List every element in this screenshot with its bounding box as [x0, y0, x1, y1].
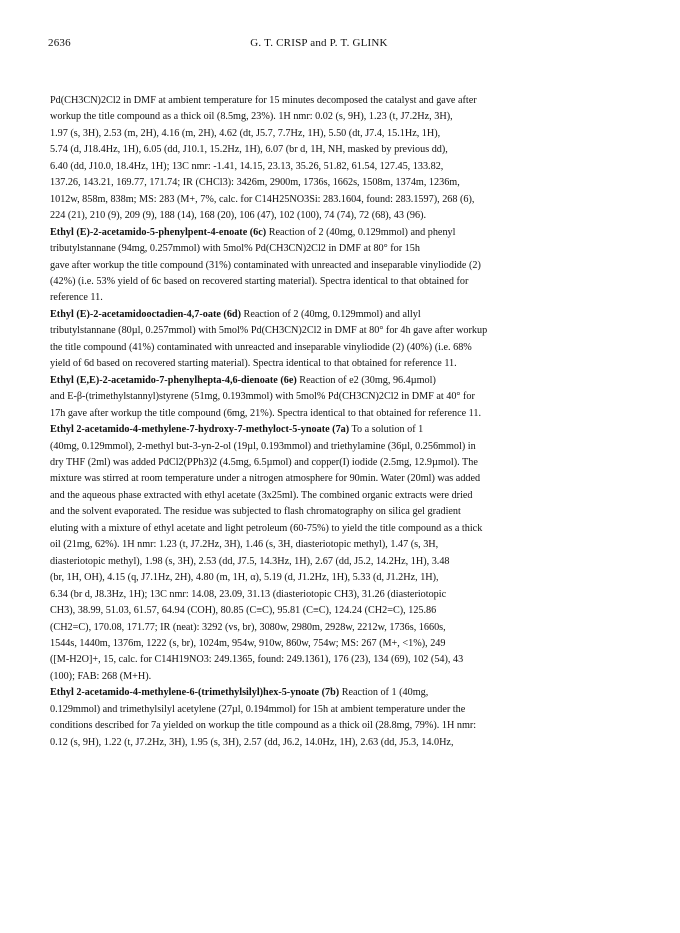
line-text: 17h gave after workup the title compound (6mg, 21%). Spectra identical to that obtained for reference 11. — [50, 407, 482, 419]
line-text: oil (21mg, 62%). 1H nmr: 1.23 (t, J7.2Hz, 3H), 1.46 (s, 3H, diasteriotopic methyl), 1.47 (s, 3H, — [50, 539, 439, 551]
compound-heading: Ethyl (E,E)-2-acetamido-7-phenylhepta-4,6-dienoate (6e) — [50, 374, 297, 386]
text-line — [50, 192, 648, 208]
text-line — [50, 340, 648, 356]
text-line — [50, 603, 648, 619]
line-text: and the aqueous phase extracted with ethyl acetate (3x25ml). The combined organic extracts were dried — [50, 489, 473, 501]
line-text: 0.12 (s, 9H), 1.22 (t, J7.2Hz, 3H), 1.95 (s, 3H), 2.57 (dd, J6.2, 14.0Hz, 1H), 2.63 (dd, J5.3, 14.0Hz, — [50, 736, 454, 748]
text-line — [50, 225, 648, 241]
text-line — [50, 93, 648, 109]
line-text: diasteriotopic methyl), 1.98 (s, 3H), 2.53 (dd, J7.5, 14.3Hz, 1H), 2.67 (dd, J5.2, 14.2Hz, 1H), 3.48 — [50, 555, 450, 567]
text-line — [50, 323, 648, 339]
page-number: 2636 — [48, 37, 71, 49]
line-text: 224 (21), 210 (9), 209 (9), 188 (14), 168 (20), 106 (47), 102 (100), 74 (74), 72 (68), 43 (96). — [50, 210, 427, 222]
compound-heading: Ethyl (E)-2-acetamidooctadien-4,7-oate (6d) — [50, 308, 241, 320]
paragraph — [50, 685, 648, 751]
text-line — [50, 488, 648, 504]
paragraph — [50, 422, 648, 685]
text-line — [50, 274, 648, 290]
text-line — [50, 471, 648, 487]
text-line — [50, 521, 648, 537]
line-text: (42%) (i.e. 53% yield of 6c based on recovered starting material). Spectra identical to that obtained for — [50, 275, 469, 287]
text-line — [50, 669, 648, 685]
line-text: tributylstannane (94mg, 0.257mmol) with 5mol% Pd(CH3CN)2Cl2 in DMF at 80° for 15h — [50, 243, 420, 255]
text-line — [50, 208, 648, 224]
line-text: and E-β-(trimethylstannyl)styrene (51mg, 0.193mmol) with 5mol% Pd(CH3CN)2Cl2 in DMF at 40° for — [50, 391, 475, 403]
line-text: ([M-H2O]+, 15, calc. for C14H19NO3: 249.1365, found: 249.1361), 176 (23), 134 (69), 102 (54), 43 — [50, 654, 464, 666]
line-text: (100); FAB: 268 (M+H). — [50, 670, 152, 682]
text-line — [50, 126, 648, 142]
paragraph — [50, 307, 648, 373]
line-text: 5.74 (d, J18.4Hz, 1H), 6.05 (dd, J10.1, 15.2Hz, 1H), 6.07 (br d, 1H, NH, masked by previous dd), — [50, 144, 448, 156]
line-text: workup the title compound as a thick oil (8.5mg, 23%). 1H nmr: 0.02 (s, 9H), 1.23 (t, J7.2Hz, 3H), — [50, 111, 453, 123]
text-line — [50, 439, 648, 455]
compound-heading: Ethyl 2-acetamido-4-methylene-6-(trimethylsilyl)hex-5-ynoate (7b) — [50, 687, 340, 699]
line-text: To a solution of 1 — [349, 424, 424, 436]
line-text: eluting with a mixture of ethyl acetate and light petroleum (60-75%) to yield the title compound as a thick — [50, 522, 483, 534]
line-text: Reaction of 1 (40mg, — [339, 687, 429, 699]
line-text: 1.97 (s, 3H), 2.53 (m, 2H), 4.16 (m, 2H), 4.62 (dt, J5.7, 7.7Hz, 1H), 5.50 (dt, J7.4, 15.1Hz, 1H), — [50, 127, 441, 139]
text-line — [50, 685, 648, 701]
line-text: and the solvent evaporated. The residue was subjected to flash chromatography on silica gel gradient — [50, 506, 461, 518]
text-line — [50, 159, 648, 175]
line-text: 1544s, 1440m, 1376m, 1222 (s, br), 1024m, 954w, 910w, 860w, 754w; MS: 267 (M+, <1%), 249 — [50, 637, 446, 649]
line-text: (br, 1H, OH), 4.15 (q, J7.1Hz, 2H), 4.80 (m, 1H, α), 5.19 (d, J1.2Hz, 1H), 5.33 (d, J1.2Hz, 1H), — [50, 572, 439, 584]
line-text: conditions described for 7a yielded on workup the title compound as a thick oil (28.8mg, 79%). 1H nmr: — [50, 720, 477, 732]
compound-heading: Ethyl (E)-2-acetamido-5-phenylpent-4-enoate (6c) — [50, 226, 267, 238]
line-text: tributylstannane (80µl, 0.257mmol) with 5mol% Pd(CH3CN)2Cl2 in DMF at 80° for 4h gave after workup — [50, 325, 488, 337]
text-line — [50, 718, 648, 734]
text-line — [50, 389, 648, 405]
line-text: 6.34 (br d, J8.3Hz, 1H); 13C nmr: 14.08, 23.09, 31.13 (diasteriotopic CH3), 31.26 (diasteriotopic — [50, 588, 447, 600]
line-text: dry THF (2ml) was added PdCl2(PPh3)2 (4.5mg, 6.5µmol) and copper(I) iodide (2.5mg, 12.9µmol). The — [50, 456, 478, 468]
text-line — [50, 258, 648, 274]
line-text: gave after workup the title compound (31%) contaminated with unreacted and inseparable vinyliodide (2) — [50, 259, 481, 271]
running-head: G. T. CRISP and P. T. GLINK — [250, 37, 388, 49]
line-text: the title compound (41%) contaminated with unreacted and inseparable vinyliodide (2) (40%) (i.e. 68% — [50, 341, 472, 353]
line-text: Reaction of e2 (30mg, 96.4µmol) — [296, 374, 436, 386]
line-text: 6.40 (dd, J10.0, 18.4Hz, 1H); 13C nmr: -1.41, 14.15, 23.13, 35.26, 51.82, 61.54, 127.45, 133.82, — [50, 160, 444, 172]
text-line — [50, 570, 648, 586]
text-line — [50, 455, 648, 471]
text-line — [50, 422, 648, 438]
line-text: mixture was stirred at room temperature under a nitrogen atmosphere for 90min. Water (20ml) was added — [50, 473, 481, 485]
text-line — [50, 290, 648, 306]
paragraph — [50, 225, 648, 307]
compound-heading: Ethyl 2-acetamido-4-methylene-7-hydroxy-7-methyloct-5-ynoate (7a) — [50, 424, 350, 436]
page-header — [48, 37, 590, 53]
paragraph — [50, 373, 648, 422]
line-text: Reaction of 2 (40mg, 0.129mmol) and allyl — [240, 308, 421, 320]
line-text: (40mg, 0.129mmol), 2-methyl but-3-yn-2-ol (19µl, 0.193mmol) and triethylamine (36µl, 0.256mmol) in — [50, 440, 476, 452]
text-line — [50, 620, 648, 636]
text-line — [50, 652, 648, 668]
text-line — [50, 554, 648, 570]
line-text: Pd(CH3CN)2Cl2 in DMF at ambient temperature for 15 minutes decomposed the catalyst and gave after — [50, 95, 477, 106]
text-line — [50, 587, 648, 603]
paragraph — [50, 93, 648, 225]
text-line — [50, 142, 648, 158]
text-line — [50, 307, 648, 323]
text-line — [50, 373, 648, 389]
text-line — [50, 636, 648, 652]
line-text: (CH2=C), 170.08, 171.77; IR (neat): 3292 (vs, br), 3080w, 2980m, 2928w, 2212w, 1736s, 1660s, — [50, 621, 446, 633]
text-line — [50, 537, 648, 553]
text-line — [50, 735, 648, 751]
line-text: CH3), 38.99, 51.03, 61.57, 64.94 (COH), 80.85 (C≡C), 95.81 (C≡C), 124.24 (CH2=C), 125.86 — [50, 605, 437, 617]
text-line — [50, 241, 648, 257]
line-text: reference 11. — [50, 292, 103, 304]
line-text: yield of 6d based on recovered starting material). Spectra identical to that obtained for reference 11. — [50, 358, 457, 370]
line-text: 137.26, 143.21, 169.77, 171.74; IR (CHCl3): 3426m, 2900m, 1736s, 1662s, 1508m, 1374m, 1236m, — [50, 177, 460, 189]
text-line — [50, 109, 648, 125]
text-line — [50, 356, 648, 372]
article-body — [50, 93, 648, 751]
text-line — [50, 406, 648, 422]
text-line — [50, 175, 648, 191]
text-line — [50, 702, 648, 718]
text-line — [50, 504, 648, 520]
line-text: 0.129mmol) and trimethylsilyl acetylene (27µl, 0.194mmol) for 15h at ambient temperature under the — [50, 703, 466, 715]
line-text: 1012w, 858m, 838m; MS: 283 (M+, 7%, calc. for C14H25NO3Si: 283.1604, found: 283.1597), 268 (6), — [50, 193, 475, 205]
line-text: Reaction of 2 (40mg, 0.129mmol) and phenyl — [266, 226, 456, 238]
